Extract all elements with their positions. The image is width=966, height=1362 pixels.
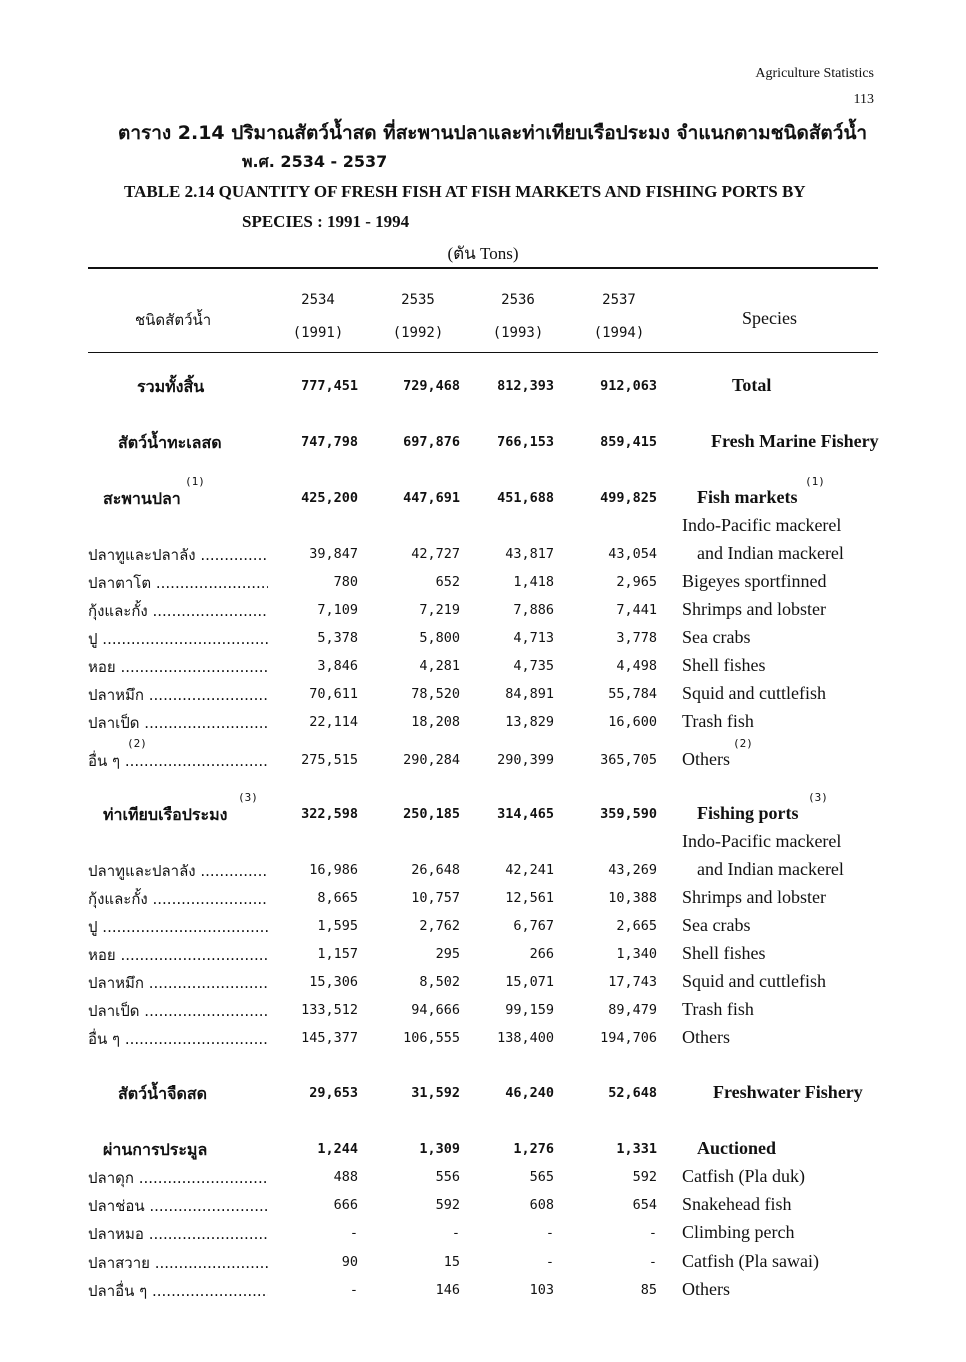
table-row <box>0 1279 966 1303</box>
thai-species-label: ปลาสวาย ..... <box>88 1251 268 1275</box>
english-species-label: Fishing ports <box>697 803 799 823</box>
value-cell: 266 <box>529 946 554 962</box>
value-cell: 4,735 <box>513 658 554 674</box>
footnote-marker: (3) <box>238 791 258 804</box>
english-species-label: Shell fishes <box>682 655 766 675</box>
value-cell: 451,688 <box>497 490 554 506</box>
value-cell: 16,600 <box>608 714 657 730</box>
thai-species-label: รวมทั้งสิ้น <box>137 377 205 396</box>
english-species-label: Squid and cuttlefish <box>682 971 826 991</box>
value-cell: 15,071 <box>505 974 554 990</box>
value-cell: 565 <box>529 1169 554 1185</box>
value-cell: 13,829 <box>505 714 554 730</box>
footnote-marker: (2) <box>127 737 147 750</box>
value-cell: 17,743 <box>608 974 657 990</box>
table-title-thai: ตาราง 2.14 ปริมาณสัตว์น้ำสด ที่สะพานปลาและท่าเทียบเรือประมง จำแนกตามชนิดสัตว์น้ำ <box>118 122 868 144</box>
thai-species-label: อื่น ๆ ..... <box>88 749 268 773</box>
english-species-label: Squid and cuttlefish <box>682 683 826 703</box>
value-cell: 859,415 <box>600 434 657 450</box>
value-cell: 10,388 <box>608 890 657 906</box>
value-cell: 652 <box>435 574 460 590</box>
value-cell: - <box>349 1225 358 1241</box>
value-cell: 322,598 <box>301 806 358 822</box>
value-cell: 290,284 <box>403 752 460 768</box>
table-row <box>0 999 966 1023</box>
table-row <box>0 791 966 827</box>
english-species-label: Total <box>732 375 772 395</box>
english-species-label: Fish markets <box>697 487 798 507</box>
value-cell: 106,555 <box>403 1030 460 1046</box>
table-row <box>0 1251 966 1275</box>
value-cell: 608 <box>529 1197 554 1213</box>
value-cell: 1,595 <box>317 918 358 934</box>
column-header-year-be: 2535 <box>401 292 435 308</box>
value-cell: 747,798 <box>301 434 358 450</box>
value-cell: 1,418 <box>513 574 554 590</box>
english-species-label: Others <box>682 1027 730 1047</box>
thai-species-label: สัตว์น้ำจืดสด <box>118 1084 207 1103</box>
thai-species-label: ปลาทูและปลาลัง ..... <box>88 859 268 883</box>
english-species-label: and Indian mackerel <box>697 543 844 563</box>
value-cell: 6,767 <box>513 918 554 934</box>
thai-species-label: หอย ..... <box>88 943 268 967</box>
value-cell: 8,502 <box>419 974 460 990</box>
value-cell: 729,468 <box>403 378 460 394</box>
column-header-year-ce: (1994) <box>593 325 645 341</box>
column-header-year-be: 2534 <box>301 292 335 308</box>
value-cell: 43,054 <box>608 546 657 562</box>
english-species-label: Shrimps and lobster <box>682 887 826 907</box>
value-cell: 250,185 <box>403 806 460 822</box>
english-species-label: Snakehead fish <box>682 1194 792 1214</box>
table-row <box>0 1222 966 1246</box>
value-cell: 18,208 <box>411 714 460 730</box>
value-cell: 295 <box>435 946 460 962</box>
value-cell: 10,757 <box>411 890 460 906</box>
english-species-label: Sea crabs <box>682 627 751 647</box>
thai-species-label: ปลาเป็ด ..... <box>88 711 268 735</box>
value-cell: 697,876 <box>403 434 460 450</box>
footnote-marker: (1) <box>185 475 205 488</box>
value-cell: 42,241 <box>505 862 554 878</box>
value-cell: 42,727 <box>411 546 460 562</box>
value-cell: 912,063 <box>600 378 657 394</box>
thai-species-label: ปลาทูและปลาลัง ..... <box>88 543 268 567</box>
column-header-year-ce: (1993) <box>492 325 544 341</box>
english-species-label: Fresh Marine Fishery <box>711 431 879 451</box>
thai-species-label: กุ้งและกั้ง ..... <box>88 887 268 911</box>
value-cell: - <box>451 1225 460 1241</box>
thai-species-label: ปลาตาโต ..... <box>88 571 268 595</box>
footnote-marker: (2) <box>733 737 753 750</box>
value-cell: 12,561 <box>505 890 554 906</box>
value-cell: 133,512 <box>301 1002 358 1018</box>
value-cell: 52,648 <box>608 1085 657 1101</box>
value-cell: 780 <box>333 574 358 590</box>
value-cell: 499,825 <box>600 490 657 506</box>
table-row <box>0 831 966 855</box>
value-cell: 89,479 <box>608 1002 657 1018</box>
value-cell: 7,886 <box>513 602 554 618</box>
value-cell: 7,219 <box>419 602 460 618</box>
value-cell: 84,891 <box>505 686 554 702</box>
value-cell: 290,399 <box>497 752 554 768</box>
book-title: Agriculture Statistics <box>755 66 874 81</box>
column-header-year-ce: (1992) <box>392 325 444 341</box>
thai-species-label: กุ้งและกั้ง ..... <box>88 599 268 623</box>
thai-species-label: ปลาดุก ..... <box>88 1166 268 1190</box>
value-cell: - <box>648 1254 657 1270</box>
value-cell: 5,800 <box>419 630 460 646</box>
value-cell: 666 <box>333 1197 358 1213</box>
thai-species-label: ปู ..... <box>88 915 268 939</box>
page-number: 113 <box>853 92 874 107</box>
footnote-marker: (1) <box>805 475 825 488</box>
footnote-marker: (3) <box>808 791 828 804</box>
value-cell: 29,653 <box>309 1085 358 1101</box>
english-species-label: Others <box>682 1279 730 1299</box>
value-cell: 275,515 <box>301 752 358 768</box>
thai-species-label: ปลาหมึก ..... <box>88 971 268 995</box>
value-cell: 70,611 <box>309 686 358 702</box>
value-cell: 4,713 <box>513 630 554 646</box>
table-row <box>0 737 966 773</box>
english-species-label: and Indian mackerel <box>697 859 844 879</box>
thai-species-label: อื่น ๆ ..... <box>88 1027 268 1051</box>
value-cell: 766,153 <box>497 434 554 450</box>
value-cell: 7,441 <box>616 602 657 618</box>
value-cell: 43,269 <box>608 862 657 878</box>
value-cell: 16,986 <box>309 862 358 878</box>
table-row <box>0 627 966 651</box>
value-cell: 1,331 <box>616 1141 657 1157</box>
value-cell: 8,665 <box>317 890 358 906</box>
english-species-label: Indo-Pacific mackerel <box>682 831 842 851</box>
thai-species-label: สะพานปลา <box>103 489 181 508</box>
table-row <box>0 683 966 707</box>
value-cell: 39,847 <box>309 546 358 562</box>
table-title-english-species: SPECIES : 1991 - 1994 <box>242 212 410 231</box>
value-cell: 145,377 <box>301 1030 358 1046</box>
thai-species-label: ปลาเป็ด ..... <box>88 999 268 1023</box>
value-cell: 78,520 <box>411 686 460 702</box>
english-species-label: Climbing perch <box>682 1222 795 1242</box>
column-header-year-ce: (1991) <box>292 325 344 341</box>
value-cell: - <box>545 1254 554 1270</box>
value-cell: 1,340 <box>616 946 657 962</box>
english-species-label: Others <box>682 749 730 769</box>
thai-species-label: ผ่านการประมูล <box>103 1140 208 1159</box>
table-row <box>0 475 966 511</box>
english-species-label: Catfish (Pla duk) <box>682 1166 805 1186</box>
value-cell: 365,705 <box>600 752 657 768</box>
value-cell: 447,691 <box>403 490 460 506</box>
thai-species-label: ปลาหมึก ..... <box>88 683 268 707</box>
english-species-label: Shrimps and lobster <box>682 599 826 619</box>
table-row <box>0 1194 966 1218</box>
value-cell: 592 <box>632 1169 657 1185</box>
value-cell: 812,393 <box>497 378 554 394</box>
value-cell: 654 <box>632 1197 657 1213</box>
table-row <box>0 1166 966 1190</box>
value-cell: - <box>349 1282 358 1298</box>
value-cell: 7,109 <box>317 602 358 618</box>
table-row <box>0 943 966 967</box>
value-cell: 94,666 <box>411 1002 460 1018</box>
table-row <box>0 711 966 735</box>
value-cell: 1,309 <box>419 1141 460 1157</box>
column-header-english-species: Species <box>742 308 797 328</box>
english-species-label: Auctioned <box>697 1138 777 1158</box>
thai-species-label: หอย ..... <box>88 655 268 679</box>
table-row <box>0 887 966 911</box>
table-row <box>0 1138 966 1162</box>
value-cell: 22,114 <box>309 714 358 730</box>
value-cell: 2,965 <box>616 574 657 590</box>
value-cell: - <box>648 1225 657 1241</box>
value-cell: 31,592 <box>411 1085 460 1101</box>
value-cell: 26,648 <box>411 862 460 878</box>
table-row <box>0 431 966 455</box>
value-cell: - <box>545 1225 554 1241</box>
table-title-english: TABLE 2.14 QUANTITY OF FRESH FISH AT FISH MARKETS AND FISHING PORTS BY <box>124 182 806 201</box>
table-row <box>0 859 966 883</box>
value-cell: 2,665 <box>616 918 657 934</box>
english-species-label: Indo-Pacific mackerel <box>682 515 842 535</box>
thai-species-label: สัตว์น้ำทะเลสด <box>118 433 222 452</box>
thai-species-label: ปู ..... <box>88 627 268 651</box>
value-cell: 777,451 <box>301 378 358 394</box>
value-cell: 99,159 <box>505 1002 554 1018</box>
table-row <box>0 543 966 567</box>
table-row <box>0 599 966 623</box>
table-row <box>0 571 966 595</box>
english-species-label: Sea crabs <box>682 915 751 935</box>
value-cell: 138,400 <box>497 1030 554 1046</box>
table-row <box>0 655 966 679</box>
value-cell: 103 <box>529 1282 554 1298</box>
value-cell: 43,817 <box>505 546 554 562</box>
value-cell: 5,378 <box>317 630 358 646</box>
value-cell: 46,240 <box>505 1085 554 1101</box>
value-cell: 15,306 <box>309 974 358 990</box>
english-species-label: Trash fish <box>682 711 754 731</box>
table-row <box>0 375 966 399</box>
value-cell: 359,590 <box>600 806 657 822</box>
value-cell: 4,498 <box>616 658 657 674</box>
thai-species-label: ปลาช่อน ..... <box>88 1194 268 1218</box>
english-species-label: Bigeyes sportfinned <box>682 571 827 591</box>
value-cell: 146 <box>435 1282 460 1298</box>
table-row <box>0 1082 966 1106</box>
value-cell: 90 <box>341 1254 358 1270</box>
value-cell: 3,846 <box>317 658 358 674</box>
english-species-label: Freshwater Fishery <box>713 1082 863 1102</box>
value-cell: 55,784 <box>608 686 657 702</box>
value-cell: 3,778 <box>616 630 657 646</box>
value-cell: 592 <box>435 1197 460 1213</box>
thai-species-label: ปลาอื่น ๆ ..... <box>88 1279 268 1303</box>
thai-species-label: ปลาหมอ ..... <box>88 1222 268 1246</box>
thai-species-label: ท่าเทียบเรือประมง <box>103 805 228 824</box>
english-species-label: Trash fish <box>682 999 754 1019</box>
english-species-label: Shell fishes <box>682 943 766 963</box>
value-cell: 1,276 <box>513 1141 554 1157</box>
table-row <box>0 971 966 995</box>
table-row <box>0 1027 966 1051</box>
table-row <box>0 915 966 939</box>
unit-label: (ตัน Tons) <box>447 244 519 263</box>
english-species-label: Catfish (Pla sawai) <box>682 1251 819 1271</box>
value-cell: 1,157 <box>317 946 358 962</box>
value-cell: 2,762 <box>419 918 460 934</box>
value-cell: 425,200 <box>301 490 358 506</box>
table-row <box>0 515 966 539</box>
value-cell: 194,706 <box>600 1030 657 1046</box>
column-header-year-be: 2537 <box>602 292 636 308</box>
value-cell: 85 <box>640 1282 657 1298</box>
value-cell: 314,465 <box>497 806 554 822</box>
table-title-thai-years: พ.ศ. 2534 - 2537 <box>242 152 388 171</box>
value-cell: 556 <box>435 1169 460 1185</box>
column-header-year-be: 2536 <box>501 292 535 308</box>
value-cell: 15 <box>443 1254 460 1270</box>
column-header-thai-species: ชนิดสัตว์น้ำ <box>135 311 212 329</box>
value-cell: 1,244 <box>317 1141 358 1157</box>
value-cell: 488 <box>333 1169 358 1185</box>
value-cell: 4,281 <box>419 658 460 674</box>
